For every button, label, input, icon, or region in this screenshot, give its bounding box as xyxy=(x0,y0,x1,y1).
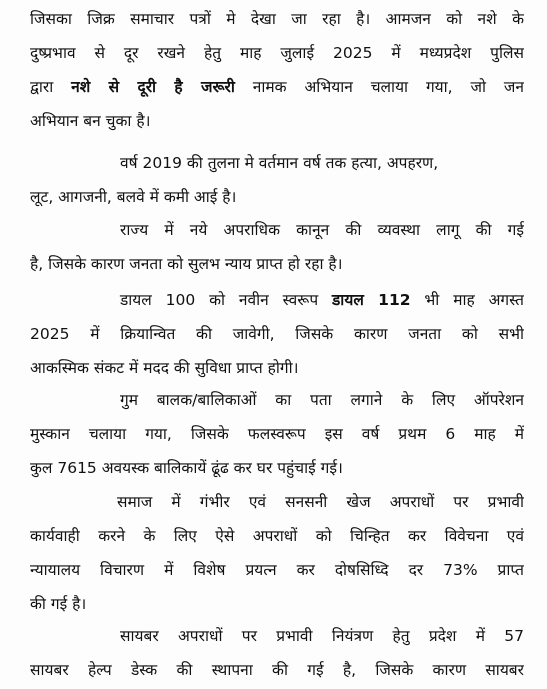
text-line xyxy=(30,247,524,281)
paragraph-drug-campaign xyxy=(30,2,524,138)
text-segment: समाज में गंभीर एवं सनसनी खेज अपराधों पर प्रभावी xyxy=(117,493,524,511)
text-segment: मुस्कान चलाया गया, जिसके फलस्वरूप इस वर्ष प्रथम 6 माह में xyxy=(30,425,524,443)
text-line xyxy=(30,70,524,104)
text-segment: की गई है। xyxy=(30,595,87,613)
text-line xyxy=(30,587,524,621)
text-segment: सायबर अपराधों पर प्रभावी नियंत्रण हेतु प्रदेश में 57 xyxy=(120,627,524,645)
text-line xyxy=(30,451,524,485)
text-segment: कार्यवाही करने के लिए ऐसे अपराधों को चिन्हित कर विवेचना एवं xyxy=(30,527,524,545)
text-line xyxy=(30,104,524,138)
text-segment: जिसका जिक्र समाचार पत्रों मे देखा जा रहा है। आमजन को नशे के xyxy=(30,10,524,28)
bold-dial-112: डायल 112 xyxy=(332,291,411,309)
paragraph-serious-crimes xyxy=(30,485,524,621)
text-line xyxy=(30,653,524,687)
text-segment: राज्य में नये अपराधिक कानून की व्यवस्था लागू की गई xyxy=(120,221,524,239)
bold-campaign-name: नशे से दूरी है जरूरी xyxy=(71,78,235,96)
text-line xyxy=(30,2,524,36)
paragraph-operation-muskan xyxy=(30,383,524,485)
text-line xyxy=(30,417,524,451)
text-segment: है, जिसके कारण जनता को सुलभ न्याय प्राप्त हो रहा है। xyxy=(30,255,343,273)
text-line xyxy=(30,317,524,351)
text-line xyxy=(30,519,524,553)
text-segment: दुष्प्रभाव से दूर रखने हेतु माह जुलाई 2025 में मध्यप्रदेश पुलिस xyxy=(30,44,524,62)
text-segment: न्यायालय विचारण में विशेष प्रयत्न कर दोषसिध्दि दर 73% प्राप्त xyxy=(30,561,524,579)
text-line xyxy=(30,383,524,417)
text-segment: अभियान बन चुका है। xyxy=(30,112,151,130)
text-line xyxy=(30,146,524,180)
text-segment: डायल 100 को नवीन स्वरूप xyxy=(120,291,333,309)
text-line xyxy=(30,180,524,214)
text-segment: गुम बालक/बालिकाओं का पता लगाने के लिए ऑपरेशन xyxy=(120,391,524,409)
text-segment: लूट, आगजनी, बलवे में कमी आई है। xyxy=(30,188,237,206)
paragraph-crime-reduction xyxy=(30,146,524,214)
text-segment: 2025 में क्रियान्वित की जावेगी, जिसके कारण जनता को सभी xyxy=(30,325,524,343)
text-line xyxy=(30,553,524,587)
text-segment: कुल 7615 अवयस्क बालिकायें ढूंढ कर घर पहुंचाई गई। xyxy=(30,459,343,477)
text-segment: भी माह अगस्त xyxy=(410,291,524,309)
text-line xyxy=(30,213,524,247)
text-line xyxy=(30,36,524,70)
text-segment: वर्ष 2019 की तुलना मे वर्तमान वर्ष तक हत्या, अपहरण, xyxy=(120,154,439,172)
paragraph-cyber-help-desk xyxy=(30,619,524,687)
text-segment: द्वारा xyxy=(30,78,72,96)
paragraph-new-criminal-law xyxy=(30,213,524,281)
text-segment: सायबर हेल्प डेस्क की स्थापना की गई है, जिसके कारण सायबर xyxy=(30,661,524,679)
text-line xyxy=(30,283,524,317)
text-segment: आकस्मिक संकट में मदद की सुविधा प्राप्त होगी। xyxy=(30,359,299,377)
text-line xyxy=(30,619,524,653)
text-line xyxy=(30,351,524,385)
paragraph-dial-112 xyxy=(30,283,524,385)
text-line xyxy=(30,485,524,519)
text-segment: नामक अभियान चलाया गया, जो जन xyxy=(234,78,524,96)
